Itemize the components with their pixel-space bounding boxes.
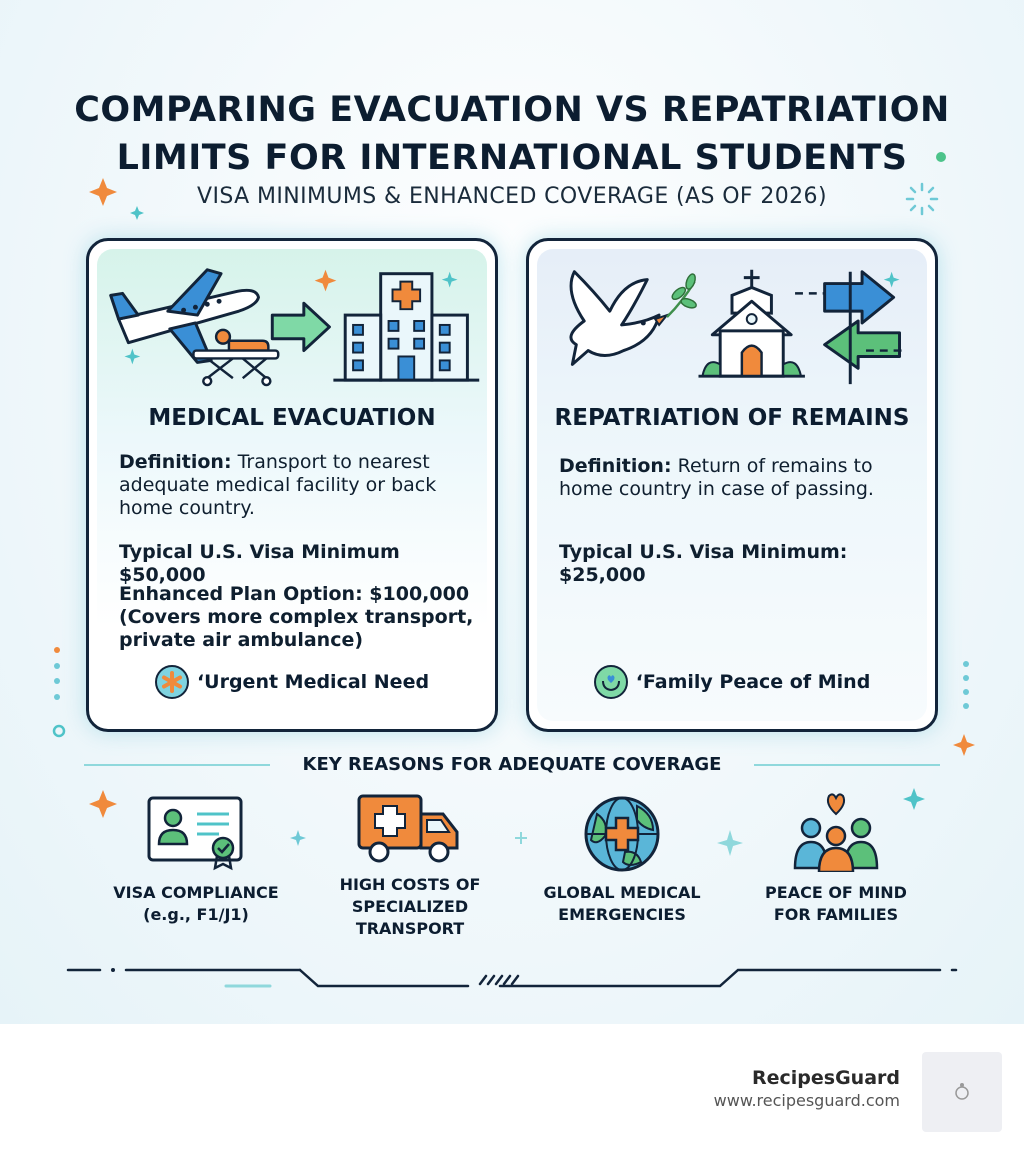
- reason-visa-compliance: [96, 792, 296, 926]
- enhanced-note: (Covers more complex transport, private air ambulance): [119, 606, 474, 651]
- evacuation-minimum: [119, 541, 477, 587]
- stretcher-icon: [193, 330, 278, 385]
- page-subtitle: VISA MINIMUMS & ENHANCED COVERAGE (AS OF 2026): [197, 184, 827, 209]
- reason-line: EMERGENCIES: [558, 905, 686, 924]
- repatriation-illustration: [529, 241, 935, 401]
- title-line-1: COMPARING EVACUATION VS REPATRIATION: [74, 90, 950, 130]
- globe-icon: [567, 792, 677, 872]
- repatriation-card: [526, 238, 938, 732]
- minimum-value: $50,000: [119, 564, 206, 586]
- heart-hands-icon: [594, 665, 628, 699]
- medical-evacuation-card: [86, 238, 498, 732]
- arrow-right-icon: [272, 303, 329, 350]
- reason-family-peace: [736, 792, 936, 926]
- urgent-medical-badge: [89, 665, 495, 699]
- family-peace-badge: [529, 665, 935, 699]
- brand-logo: [922, 1052, 1002, 1132]
- reason-line: HIGH COSTS OF: [339, 875, 481, 894]
- minimum-value: $25,000: [559, 564, 646, 586]
- reason-line: (e.g., F1/J1): [143, 905, 249, 924]
- church-icon: [698, 270, 804, 376]
- reason-line: SPECIALIZED: [351, 897, 469, 916]
- repatriation-title: REPATRIATION OF REMAINS: [554, 405, 910, 431]
- brand-url[interactable]: www.recipesguard.com: [713, 1091, 900, 1110]
- enhanced-value: $100,000: [362, 583, 470, 605]
- reason-transport-costs: [310, 792, 510, 940]
- minimum-label: Typical U.S. Visa Minimum:: [559, 541, 848, 563]
- reason-line: FOR FAMILIES: [773, 905, 899, 924]
- reason-line: VISA COMPLIANCE: [113, 883, 279, 902]
- reason-line: PEACE OF MIND: [765, 883, 907, 902]
- definition-text: Transport to nearest adequate medical facility or back home country.: [119, 451, 437, 519]
- footer-brand: [714, 1067, 900, 1110]
- logo-icon: [953, 1082, 971, 1102]
- reason-line: GLOBAL MEDICAL: [543, 883, 701, 902]
- brand-name: RecipesGuard: [751, 1067, 900, 1089]
- evacuation-title: MEDICAL EVACUATION: [148, 405, 436, 431]
- key-reasons-heading: KEY REASONS FOR ADEQUATE COVERAGE: [302, 754, 722, 775]
- minimum-label: Typical U.S. Visa Minimum: [119, 541, 400, 563]
- evacuation-definition: [119, 451, 477, 520]
- evacuation-illustration: [89, 241, 495, 401]
- repatriation-definition: [559, 455, 917, 501]
- hospital-icon: [333, 274, 479, 380]
- definition-label: Definition:: [559, 455, 672, 477]
- family-icon: [781, 792, 891, 872]
- repatriation-minimum: [559, 541, 917, 587]
- ambulance-icon: [355, 792, 465, 872]
- medical-star-icon: [155, 665, 189, 699]
- page-title: [0, 86, 1024, 182]
- definition-text: Return of remains to home country in case of passing.: [559, 455, 874, 500]
- badge-label: ‘Urgent Medical Need: [196, 671, 430, 693]
- reason-line: TRANSPORT: [355, 919, 465, 938]
- enhanced-label: Enhanced Plan Option:: [119, 583, 363, 605]
- definition-label: Definition:: [119, 451, 232, 473]
- id-card-icon: [141, 792, 251, 872]
- dove-icon: [571, 272, 697, 365]
- reason-global-emergencies: [522, 792, 722, 926]
- badge-label: ‘Family Peace of Mind: [635, 671, 871, 693]
- title-line-2: LIMITS FOR INTERNATIONAL STUDENTS: [116, 138, 908, 178]
- evacuation-enhanced: [119, 583, 477, 652]
- exchange-arrows-icon: [795, 272, 903, 384]
